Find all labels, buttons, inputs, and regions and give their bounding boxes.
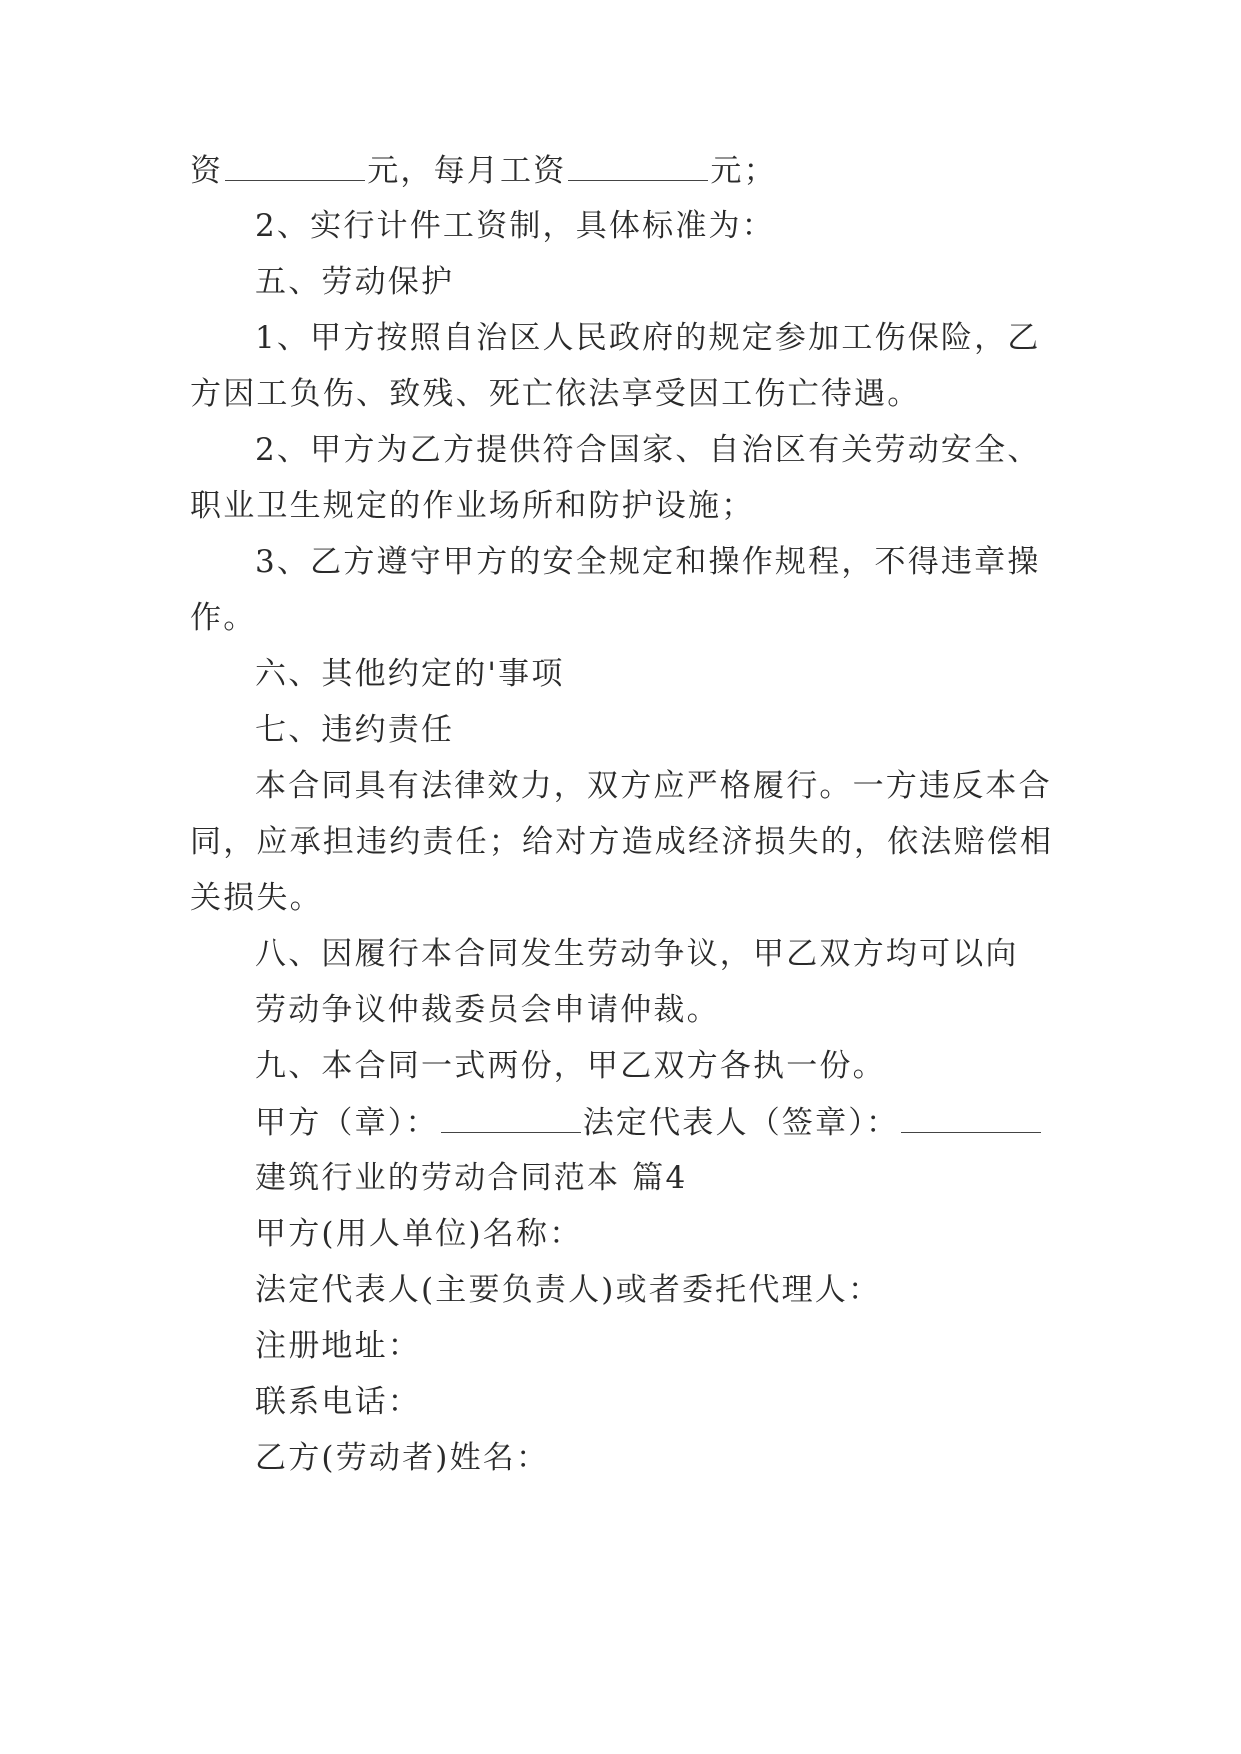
blank-field (225, 150, 365, 181)
section-title: 建筑行业的劳动合同范本 篇4 (255, 1160, 688, 1196)
signature-line (255, 1102, 1050, 1143)
paragraph-line: 方因工负伤、致残、死亡依法享受因工伤亡待遇。 (190, 376, 921, 412)
paragraph-line: 八、因履行本合同发生劳动争议，甲乙双方均可以向 (255, 936, 1019, 972)
paragraph-line: 同，应承担违约责任；给对方造成经济损失的，依法赔偿相 (190, 824, 1054, 860)
form-label: 注册地址： (255, 1328, 421, 1364)
party-a-seal-label: 甲方（章）： (255, 1105, 439, 1141)
section-heading: 七、违约责任 (255, 712, 455, 748)
paragraph-line: 关损失。 (190, 880, 323, 916)
blank-field (568, 150, 708, 181)
paragraph-line: 2、实行计件工资制，具体标准为： (255, 208, 775, 244)
paragraph-line: 职业卫生规定的作业场所和防护设施； (190, 488, 755, 524)
paragraph-line: 3、乙方遵守甲方的安全规定和操作规程，不得违章操 (255, 544, 1041, 580)
section-heading: 五、劳动保护 (255, 264, 455, 300)
text-fragment: 元； (710, 153, 777, 189)
paragraph-line: 1、甲方按照自治区人民政府的规定参加工伤保险，乙 (255, 320, 1041, 356)
paragraph-line: 本合同具有法律效力，双方应严格履行。一方违反本合 (255, 768, 1052, 804)
form-label: 法定代表人(主要负责人)或者委托代理人： (255, 1272, 882, 1308)
paragraph-line: 作。 (190, 600, 257, 636)
paragraph-line: 劳动争议仲裁委员会申请仲裁。 (255, 992, 720, 1028)
form-label: 乙方(劳动者)姓名： (255, 1440, 550, 1476)
blank-field (441, 1102, 581, 1133)
section-heading: 六、其他约定的'事项 (255, 656, 565, 692)
form-label: 联系电话： (255, 1384, 421, 1420)
legal-rep-label: 法定代表人（签章）： (582, 1105, 900, 1141)
paragraph-line: 九、本合同一式两份，甲乙双方各执一份。 (255, 1048, 886, 1084)
blank-field (901, 1102, 1041, 1133)
text-fragment: 元，每月工资 (367, 153, 567, 189)
paragraph-line: 2、甲方为乙方提供符合国家、自治区有关劳动安全、 (255, 432, 1041, 468)
text-fragment: 资 (190, 153, 224, 189)
form-label: 甲方(用人单位)名称： (255, 1216, 583, 1252)
salary-line (190, 150, 1050, 191)
